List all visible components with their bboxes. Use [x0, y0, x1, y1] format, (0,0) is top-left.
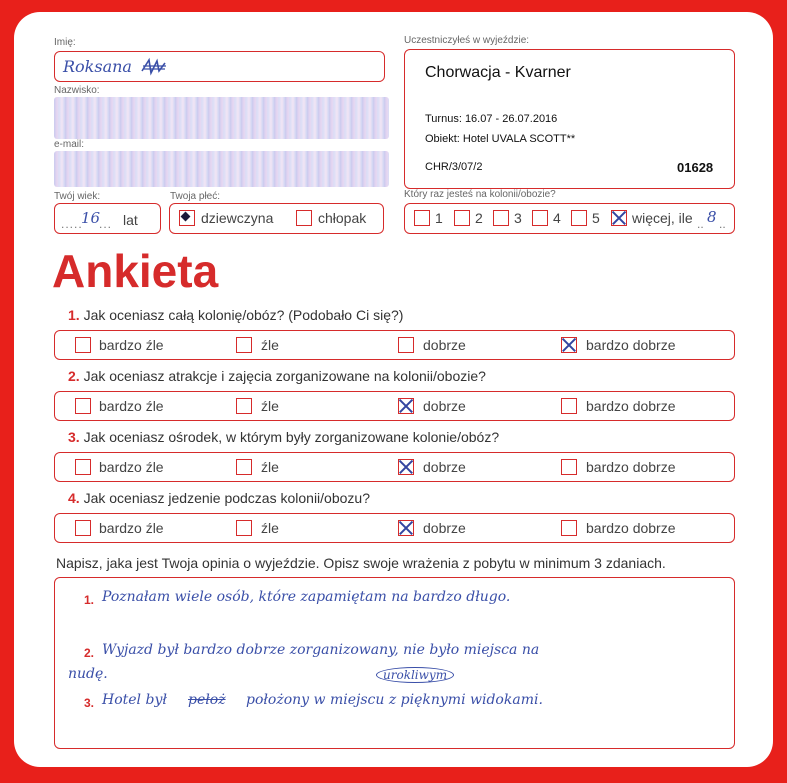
times-more-dots: ..	[697, 217, 704, 231]
age-value: 16	[81, 209, 101, 227]
age-field[interactable]	[54, 203, 161, 234]
q2-option-bardzo-dobrze-checkbox[interactable]	[561, 398, 577, 414]
times-3-label: 3	[514, 210, 522, 226]
gender-male-label: chłopak	[318, 210, 367, 226]
name-label: Imię:	[54, 37, 76, 48]
q3-option-bardzo-zle-label: bardzo źle	[99, 459, 164, 475]
times-4-checkbox[interactable]	[532, 210, 548, 226]
times-more-value: 8	[707, 208, 717, 226]
opinion-prompt: Napisz, jaka jest Twoja opinia o wyjeździe. Opisz swoje wrażenia z pobytu w minimum 3 zdaniach.	[56, 555, 666, 571]
question-1-options	[54, 330, 735, 360]
q2-option-bardzo-zle-label: bardzo źle	[99, 398, 164, 414]
trip-turnus: Turnus: 16.07 - 26.07.2016	[425, 113, 558, 125]
times-label: Który raz jesteś na kolonii/obozie?	[404, 189, 556, 200]
trip-box	[404, 49, 735, 189]
times-1-checkbox[interactable]	[414, 210, 430, 226]
q2-option-bardzo-zle-checkbox[interactable]	[75, 398, 91, 414]
trip-code: CHR/3/07/2	[425, 161, 483, 173]
q1-option-bardzo-zle-checkbox[interactable]	[75, 337, 91, 353]
times-more-dots-after: ..	[719, 217, 726, 231]
opinion-line-3a: Hotel był	[102, 692, 167, 708]
opinion-line-3b: położony w miejscu z pięknymi widokami.	[246, 692, 543, 708]
participant-label: Uczestniczyłeś w wyjeździe:	[404, 35, 530, 46]
q3-option-dobrze-checkbox[interactable]	[398, 459, 414, 475]
question-3: 3. Jak oceniasz ośrodek, w którym były zorganizowane kolonie/obóz?	[68, 429, 500, 445]
q4-option-dobrze-label: dobrze	[423, 520, 466, 536]
times-5-label: 5	[592, 210, 600, 226]
surname-redacted	[54, 97, 389, 139]
times-2-checkbox[interactable]	[454, 210, 470, 226]
q2-option-dobrze-checkbox[interactable]	[398, 398, 414, 414]
question-3-options	[54, 452, 735, 482]
age-label: Twój wiek:	[54, 191, 101, 202]
times-1-label: 1	[435, 210, 443, 226]
times-more-checkbox[interactable]	[611, 210, 627, 226]
question-4: 4. Jak oceniasz jedzenie podczas kolonii/obozu?	[68, 490, 370, 506]
opinion-num-1: 1.	[84, 593, 95, 607]
name-scribble-icon	[139, 57, 169, 82]
q3-option-zle-checkbox[interactable]	[236, 459, 252, 475]
times-4-label: 4	[553, 210, 561, 226]
q4-option-bardzo-dobrze-checkbox[interactable]	[561, 520, 577, 536]
times-more-label: więcej, ile	[632, 210, 693, 226]
opinion-line-2: Wyjazd był bardzo dobrze zorganizowany, nie było miejsca na	[102, 642, 540, 658]
age-unit: lat	[123, 212, 138, 228]
times-3-checkbox[interactable]	[493, 210, 509, 226]
q4-option-zle-label: źle	[261, 520, 279, 536]
q4-option-zle-checkbox[interactable]	[236, 520, 252, 536]
q2-option-dobrze-label: dobrze	[423, 398, 466, 414]
q1-option-dobrze-checkbox[interactable]	[398, 337, 414, 353]
q1-option-bardzo-dobrze-label: bardzo dobrze	[586, 337, 676, 353]
times-2-label: 2	[475, 210, 483, 226]
email-label: e-mail:	[54, 139, 85, 150]
opinion-line-2b: nudę.	[68, 666, 108, 682]
email-redacted	[54, 151, 389, 187]
gender-field	[169, 203, 384, 234]
gender-female-label: dziewczyna	[201, 210, 274, 226]
trip-number: 01628	[677, 160, 714, 175]
q2-option-zle-checkbox[interactable]	[236, 398, 252, 414]
surname-label: Nazwisko:	[54, 85, 100, 96]
q1-option-zle-label: źle	[261, 337, 279, 353]
q3-option-dobrze-label: dobrze	[423, 459, 466, 475]
trip-title: Chorwacja - Kvarner	[425, 64, 571, 81]
q1-option-bardzo-zle-label: bardzo źle	[99, 337, 164, 353]
q1-option-dobrze-label: dobrze	[423, 337, 466, 353]
gender-female-checkbox[interactable]	[179, 210, 195, 226]
gender-label: Twoja płeć:	[170, 191, 221, 202]
opinion-line-3-struck: pełoż	[188, 692, 226, 708]
trip-obiekt: Obiekt: Hotel UVALA SCOTT**	[425, 133, 576, 145]
times-field	[404, 203, 735, 234]
q3-option-bardzo-zle-checkbox[interactable]	[75, 459, 91, 475]
q4-option-bardzo-zle-checkbox[interactable]	[75, 520, 91, 536]
opinion-insert: urokliwym	[376, 667, 454, 683]
survey-card	[14, 12, 773, 767]
q3-option-bardzo-dobrze-checkbox[interactable]	[561, 459, 577, 475]
q4-option-bardzo-dobrze-label: bardzo dobrze	[586, 520, 676, 536]
question-4-options	[54, 513, 735, 543]
age-dots: .....	[61, 217, 83, 231]
question-2: 2. Jak oceniasz atrakcje i zajęcia zorganizowane na kolonii/obozie?	[68, 368, 486, 384]
q1-option-bardzo-dobrze-checkbox[interactable]	[561, 337, 577, 353]
survey-heading: Ankieta	[52, 245, 219, 297]
q3-option-bardzo-dobrze-label: bardzo dobrze	[586, 459, 676, 475]
name-value: Roksana	[63, 57, 132, 76]
q2-option-bardzo-dobrze-label: bardzo dobrze	[586, 398, 676, 414]
opinion-num-3: 3.	[84, 696, 95, 710]
q4-option-bardzo-zle-label: bardzo źle	[99, 520, 164, 536]
q1-option-zle-checkbox[interactable]	[236, 337, 252, 353]
times-5-checkbox[interactable]	[571, 210, 587, 226]
question-2-options	[54, 391, 735, 421]
q3-option-zle-label: źle	[261, 459, 279, 475]
opinion-line-1: Poznałam wiele osób, które zapamiętam na bardzo długo.	[102, 589, 511, 605]
question-1: 1. Jak oceniasz całą kolonię/obóz? (Podobało Ci się?)	[68, 307, 404, 323]
name-field[interactable]	[54, 51, 385, 82]
q4-option-dobrze-checkbox[interactable]	[398, 520, 414, 536]
opinion-num-2: 2.	[84, 646, 95, 660]
gender-male-checkbox[interactable]	[296, 210, 312, 226]
age-dots-after: ...	[99, 217, 113, 231]
q2-option-zle-label: źle	[261, 398, 279, 414]
